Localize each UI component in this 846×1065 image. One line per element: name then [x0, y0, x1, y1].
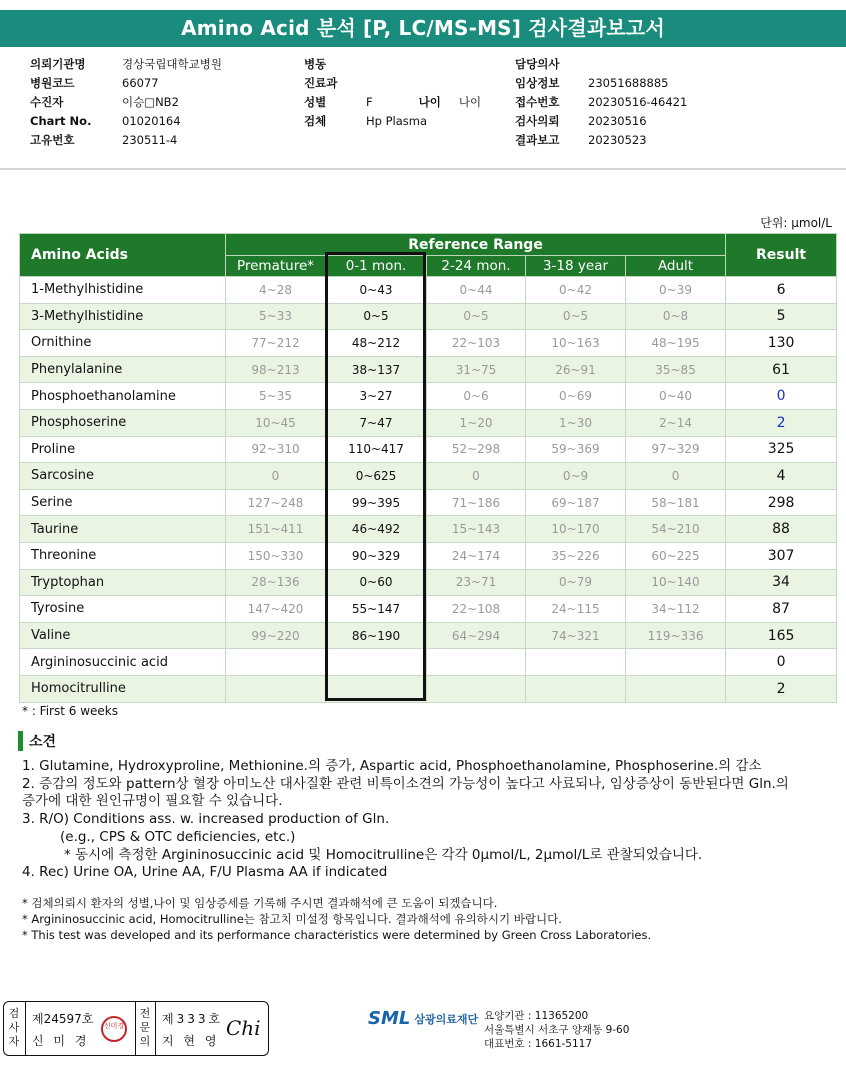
ref-adult: 10~140: [626, 569, 726, 596]
ref-adult: 35~85: [626, 356, 726, 383]
result-value: 298: [726, 489, 837, 516]
ref-3-18-year: 0~9: [526, 463, 626, 490]
ref-3-18-year: 10~163: [526, 330, 626, 357]
ref-2-24-mon: 22~108: [427, 596, 526, 623]
ref-3-18-year: [526, 649, 626, 676]
result-value: 6: [726, 277, 837, 304]
ref-adult: 60~225: [626, 542, 726, 569]
table-row: [20, 356, 837, 383]
comment-line: 3. R/O) Conditions ass. w. increased production of Gln.: [22, 811, 390, 828]
table-row: [20, 330, 837, 357]
ref-adult: [626, 675, 726, 702]
ref-3-18-year: 0~69: [526, 383, 626, 410]
interpretation-heading: [18, 731, 56, 751]
ref-3-18-year: 69~187: [526, 489, 626, 516]
interpretation-text: [22, 758, 832, 882]
patient-name: 이승□NB2: [122, 95, 179, 109]
info-label: 의뢰기관명: [30, 57, 86, 71]
result-value: 0: [726, 649, 837, 676]
ref-0-1-mon: 7~47: [326, 409, 427, 436]
unit-label: 단위: μmol/L: [760, 216, 832, 230]
ref-0-1-mon: 38~137: [326, 356, 427, 383]
ref-premature: 10~45: [226, 409, 326, 436]
ref-3-18-year: 0~42: [526, 277, 626, 304]
col-premature: Premature*: [226, 256, 326, 277]
ref-adult: 119~336: [626, 622, 726, 649]
ref-3-18-year: 59~369: [526, 436, 626, 463]
lab-name: 삼광의료재단: [414, 1012, 479, 1026]
ref-0-1-mon: 0~60: [326, 569, 427, 596]
table-row: [20, 303, 837, 330]
ref-adult: 0: [626, 463, 726, 490]
amino-acid-name: Ornithine: [20, 330, 226, 357]
amino-acid-table: [19, 233, 837, 703]
info-label: 임상정보: [515, 76, 560, 90]
hospital-name: 경상국립대학교병원: [122, 57, 222, 71]
ref-2-24-mon: 52~298: [427, 436, 526, 463]
result-value: 165: [726, 622, 837, 649]
ref-0-1-mon: 0~625: [326, 463, 427, 490]
ref-premature: 151~411: [226, 516, 326, 543]
amino-acid-name: 3-Methylhistidine: [20, 303, 226, 330]
ref-premature: 147~420: [226, 596, 326, 623]
ref-3-18-year: [526, 675, 626, 702]
col-3-18-year: 3-18 year: [526, 256, 626, 277]
specimen-label: 검체: [304, 114, 327, 128]
specialist-name: 지 현 영: [162, 1034, 220, 1048]
ref-0-1-mon: 86~190: [326, 622, 427, 649]
result-value: 2: [726, 675, 837, 702]
divider: [135, 1002, 136, 1055]
highlight-0-1-mon-column: [325, 252, 426, 701]
lab-address: 서울특별시 서초구 양재동 9-60: [484, 1024, 630, 1036]
info-label: 접수번호: [515, 95, 560, 109]
ref-adult: 48~195: [626, 330, 726, 357]
ref-premature: [226, 649, 326, 676]
table-row: [20, 277, 837, 304]
ref-0-1-mon: 99~395: [326, 489, 427, 516]
lab-info: [484, 1009, 629, 1051]
ref-2-24-mon: 0~44: [427, 277, 526, 304]
lab-code: 요양기관 : 11365200: [484, 1010, 589, 1022]
ref-adult: [626, 649, 726, 676]
ref-0-1-mon: 3~27: [326, 383, 427, 410]
request-date: 20230516: [588, 114, 647, 128]
ref-premature: 150~330: [226, 542, 326, 569]
amino-acid-name: Phenylalanine: [20, 356, 226, 383]
table-row: [20, 409, 837, 436]
patient-info-column-2: [304, 55, 481, 131]
patient-info-column-1: [30, 55, 222, 150]
table-row: [20, 649, 837, 676]
lab-phone: 대표번호 : 1661-5117: [484, 1038, 593, 1050]
table-row: [20, 489, 837, 516]
ref-2-24-mon: 23~71: [427, 569, 526, 596]
dept-label: 진료과: [304, 76, 338, 90]
header-divider: [0, 168, 846, 170]
note-line: * This test was developed and its performance characteristics were determined by Green Cross Laboratories.: [22, 928, 652, 942]
table-row: [20, 675, 837, 702]
divider: [155, 1002, 156, 1055]
divider: [25, 1002, 26, 1055]
ref-2-24-mon: 22~103: [427, 330, 526, 357]
ref-0-1-mon: 48~212: [326, 330, 427, 357]
chart-number: 01020164: [122, 114, 181, 128]
ref-3-18-year: 10~170: [526, 516, 626, 543]
ref-0-1-mon: 55~147: [326, 596, 427, 623]
heading-bar: [18, 731, 23, 751]
amino-acid-name: Homocitrulline: [20, 675, 226, 702]
receipt-number: 20230516-46421: [588, 95, 688, 109]
ref-2-24-mon: 64~294: [427, 622, 526, 649]
amino-acid-name: Taurine: [20, 516, 226, 543]
ref-2-24-mon: 0~6: [427, 383, 526, 410]
info-label: Chart No.: [30, 114, 92, 128]
comment-line: 2. 증감의 정도와 pattern상 혈장 아미노산 대사질환 관련 비특이소견의 가능성이 높다고 사료되나, 임상증상이 동반된다면 Gln.의: [22, 775, 789, 792]
ref-2-24-mon: 31~75: [427, 356, 526, 383]
patient-info-column-3: [515, 55, 687, 150]
note-line: * Argininosuccinic acid, Homocitrulline는 참고치 미설정 항목입니다. 결과해석에 유의하시기 바랍니다.: [22, 912, 562, 926]
comment-line: * 동시에 측정한 Argininosuccinic acid 및 Homocitrulline은 각각 0μmol/L, 2μmol/L로 관찰되었습니다.: [64, 846, 703, 863]
ref-0-1-mon: 0~5: [326, 303, 427, 330]
ref-adult: 0~8: [626, 303, 726, 330]
table-row: [20, 436, 837, 463]
specialist-license: 제333호: [162, 1012, 224, 1026]
amino-acid-name: Serine: [20, 489, 226, 516]
result-value: 5: [726, 303, 837, 330]
ref-2-24-mon: 71~186: [427, 489, 526, 516]
report-date: 20230523: [588, 133, 647, 147]
ref-2-24-mon: [427, 675, 526, 702]
sex-label: 성별: [304, 95, 327, 109]
unique-number: 230511-4: [122, 133, 178, 147]
table-row: [20, 463, 837, 490]
info-label: 수진자: [30, 95, 64, 109]
amino-acid-name: Argininosuccinic acid: [20, 649, 226, 676]
amino-acid-name: Valine: [20, 622, 226, 649]
specimen-value: Hp Plasma: [366, 114, 428, 128]
ref-adult: 97~329: [626, 436, 726, 463]
ref-3-18-year: 74~321: [526, 622, 626, 649]
ref-adult: 0~40: [626, 383, 726, 410]
ref-premature: 4~28: [226, 277, 326, 304]
info-label: 결과보고: [515, 133, 560, 147]
ref-3-18-year: 0~79: [526, 569, 626, 596]
ref-premature: [226, 675, 326, 702]
ref-adult: 0~39: [626, 277, 726, 304]
ref-3-18-year: 35~226: [526, 542, 626, 569]
amino-acid-name: Tryptophan: [20, 569, 226, 596]
notes: [22, 895, 651, 943]
amino-acid-name: Tyrosine: [20, 596, 226, 623]
ref-premature: 77~212: [226, 330, 326, 357]
col-2-24-mon: 2-24 mon.: [427, 256, 526, 277]
signature-box: [3, 1001, 269, 1056]
ref-premature: 127~248: [226, 489, 326, 516]
age-value: 나이: [458, 95, 482, 109]
comment-line: 1. Glutamine, Hydroxyproline, Methionine.의 증가, Aspartic acid, Phosphoethanolamine, Phosphoserine.의 감소: [22, 758, 762, 774]
sex-value: F: [366, 95, 373, 109]
specialist-label: 전문의: [139, 1007, 151, 1048]
ref-premature: 28~136: [226, 569, 326, 596]
ref-adult: 54~210: [626, 516, 726, 543]
ref-adult: 2~14: [626, 409, 726, 436]
result-value: 88: [726, 516, 837, 543]
result-value: 4: [726, 463, 837, 490]
col-result: Result: [726, 234, 837, 277]
ref-adult: 58~181: [626, 489, 726, 516]
ref-3-18-year: 0~5: [526, 303, 626, 330]
ref-3-18-year: 1~30: [526, 409, 626, 436]
ref-0-1-mon: 90~329: [326, 542, 427, 569]
hospital-code: 66077: [122, 76, 159, 90]
tester-license: 제24597호: [32, 1012, 94, 1026]
ref-2-24-mon: 15~143: [427, 516, 526, 543]
tester-label: 검사자: [8, 1007, 20, 1048]
ref-adult: 34~112: [626, 596, 726, 623]
ref-3-18-year: 26~91: [526, 356, 626, 383]
result-value: 87: [726, 596, 837, 623]
ref-0-1-mon: 46~492: [326, 516, 427, 543]
handwritten-signature: Chi: [226, 1016, 261, 1040]
ref-2-24-mon: 0~5: [427, 303, 526, 330]
ref-0-1-mon: 0~43: [326, 277, 427, 304]
interpretation-title: 소견: [29, 734, 57, 750]
info-label: 병원코드: [30, 76, 75, 90]
amino-acid-name: 1-Methylhistidine: [20, 277, 226, 304]
col-0-1-mon: 0-1 mon.: [326, 256, 427, 277]
seal-stamp: 신미경: [101, 1016, 127, 1042]
table-row: [20, 569, 837, 596]
result-value: 325: [726, 436, 837, 463]
col-adult: Adult: [626, 256, 726, 277]
ref-2-24-mon: 1~20: [427, 409, 526, 436]
comment-line: 4. Rec) Urine OA, Urine AA, F/U Plasma AA if indicated: [22, 864, 388, 881]
ref-0-1-mon: 110~417: [326, 436, 427, 463]
comment-line: 증가에 대한 원인규명이 필요할 수 있습니다.: [22, 793, 283, 810]
ref-premature: 92~310: [226, 436, 326, 463]
result-value: 2: [726, 409, 837, 436]
result-value: 34: [726, 569, 837, 596]
ref-3-18-year: 24~115: [526, 596, 626, 623]
result-value: 130: [726, 330, 837, 357]
amino-acid-name: Phosphoserine: [20, 409, 226, 436]
info-label: 고유번호: [30, 133, 75, 147]
result-value: 0: [726, 383, 837, 410]
clinical-info-value: 23051688885: [588, 76, 669, 90]
note-line: * 검체의뢰시 환자의 성별,나이 및 임상증세를 기록해 주시면 결과해석에 큰 도움이 되겠습니다.: [22, 896, 498, 910]
result-value: 61: [726, 356, 837, 383]
amino-acid-name: Proline: [20, 436, 226, 463]
table-row: [20, 622, 837, 649]
result-value: 307: [726, 542, 837, 569]
col-amino-acids: Amino Acids: [20, 234, 226, 277]
ref-2-24-mon: 0: [427, 463, 526, 490]
table-row: [20, 383, 837, 410]
ref-premature: 5~35: [226, 383, 326, 410]
table-row: [20, 596, 837, 623]
table-row: [20, 542, 837, 569]
report-title: Amino Acid 분석 [P, LC/MS-MS] 검사결과보고서: [0, 10, 846, 47]
amino-acid-name: Threonine: [20, 542, 226, 569]
comment-line: (e.g., CPS & OTC deficiencies, etc.): [60, 828, 296, 845]
sml-logo-icon: SML: [368, 1008, 411, 1029]
info-label: 담당의사: [515, 57, 560, 71]
amino-acid-name: Sarcosine: [20, 463, 226, 490]
ref-premature: 99~220: [226, 622, 326, 649]
table-row: [20, 516, 837, 543]
tester-name: 신 미 경: [32, 1034, 90, 1048]
lab-logo: [368, 1008, 478, 1029]
ref-premature: 5~33: [226, 303, 326, 330]
ward-label: 병동: [304, 57, 327, 71]
amino-acid-name: Phosphoethanolamine: [20, 383, 226, 410]
age-label: 나이: [418, 95, 441, 109]
premature-footnote: * : First 6 weeks: [22, 704, 118, 718]
info-label: 검사의뢰: [515, 114, 560, 128]
ref-premature: 0: [226, 463, 326, 490]
ref-2-24-mon: 24~174: [427, 542, 526, 569]
col-reference-range: Reference Range: [226, 234, 726, 256]
ref-premature: 98~213: [226, 356, 326, 383]
ref-2-24-mon: [427, 649, 526, 676]
